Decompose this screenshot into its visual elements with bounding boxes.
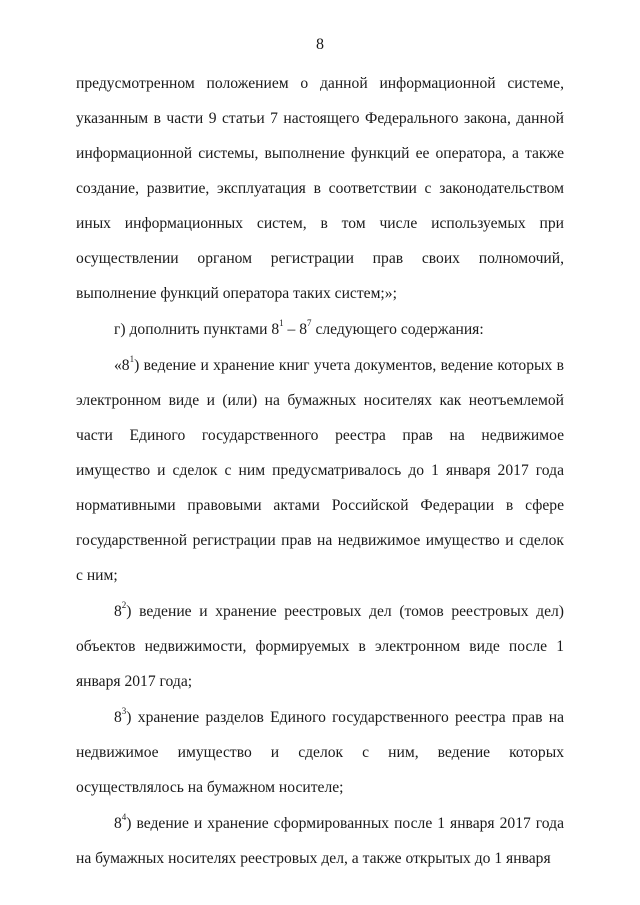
paragraph-text: «8 (114, 357, 130, 374)
superscript: 4 (121, 811, 127, 822)
paragraph-text: 8 (114, 815, 122, 832)
paragraph-text: г) дополнить пунктами 8 (114, 321, 280, 338)
paragraph-item-8-4 (76, 806, 564, 876)
paragraph-text: – 8 (283, 321, 308, 338)
paragraph-text: ) ведение и хранение книг учета документов, ведение которых в электронном виде и (или) на бумажных носителях как неотъемлемой части Единого государственного реестра прав на недвижимое имущество и сделок с ним предусматривалось до 1 января 2017 года нормативными правовыми актами Российской Федерации в сфере государственной регистрации прав на недвижимое имущество и сделок с ним; (76, 357, 564, 584)
superscript: 7 (307, 317, 312, 328)
paragraph-text: следующего содержания: (311, 321, 484, 338)
paragraph-text: 8 (114, 709, 122, 726)
superscript: 2 (121, 599, 127, 610)
page-number: 8 (316, 36, 324, 53)
superscript: 1 (279, 317, 284, 328)
paragraph-text: 8 (114, 603, 122, 620)
paragraph-item-g (76, 312, 564, 347)
paragraph-text: ) ведение и хранение реестровых дел (томов реестровых дел) объектов недвижимости, формируемых в электронном виде после 1 января 2017 года; (76, 603, 564, 690)
superscript: 3 (121, 705, 127, 716)
paragraph-continuation: предусмотренном положением о данной информационной системе, указанным в части 9 статьи 7 настоящего Федерального закона, данной информационной системы, выполнение функций ее оператора, а также создание, развитие, эксплуатация в соответствии с законодательством иных информационных систем, в том числе используемых при осуществлении органом регистрации прав своих полномочий, выполнение функций оператора таких систем;»; (76, 75, 564, 302)
paragraph-text: ) ведение и хранение сформированных после 1 января 2017 года на бумажных носителях реестровых дел, а также открытых до 1 января (76, 815, 564, 867)
superscript: 1 (129, 353, 135, 364)
paragraph-item-8-2 (76, 594, 564, 699)
paragraph-item-8-1 (76, 348, 564, 593)
document-body (76, 66, 564, 877)
paragraph-item-8-3 (76, 700, 564, 805)
paragraph-text: ) хранение разделов Единого государственного реестра прав на недвижимое имущество и сделок с ним, ведение которых осуществлялось на бумажном носителе; (76, 709, 564, 796)
